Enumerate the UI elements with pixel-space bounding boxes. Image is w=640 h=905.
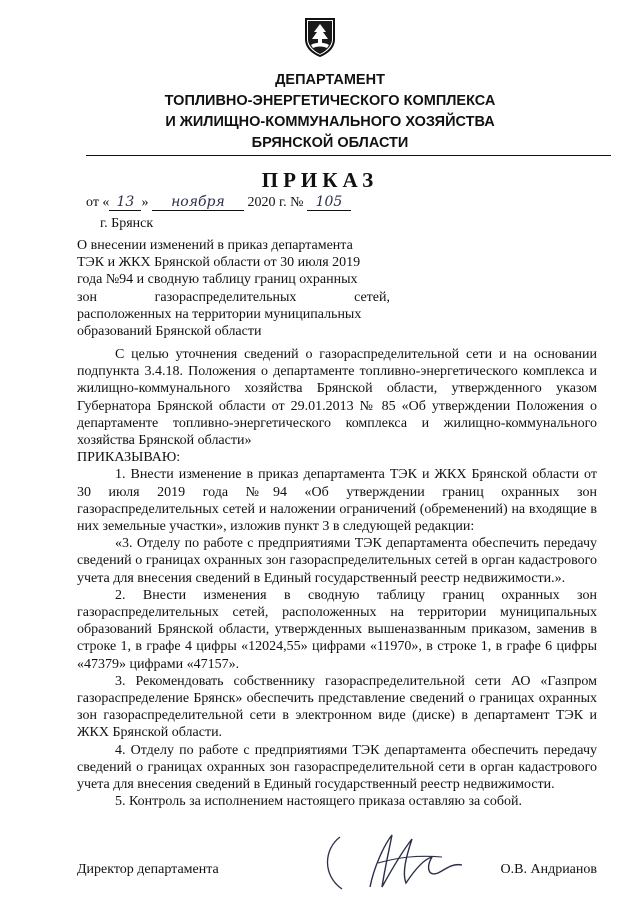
- subject-line: образований Брянской области: [77, 324, 262, 340]
- subject-line: ТЭК и ЖКХ Брянской области от 30 июля 2019: [77, 255, 361, 271]
- subject-line: расположенных на территории муниципальных: [77, 306, 362, 322]
- order-body: [77, 346, 597, 810]
- order-city: г. Брянск: [100, 216, 154, 231]
- subject-line: зон газораспределительных сетей,: [77, 289, 390, 305]
- signer-position: Директор департамента: [77, 862, 219, 877]
- date-day-suffix: »: [141, 195, 149, 210]
- department-header: [164, 70, 496, 154]
- date-prefix: от «: [86, 195, 110, 210]
- order-word: ПРИКАЗЫВАЮ:: [77, 450, 181, 466]
- order-item: 5. Контроль за исполнением настоящего приказа оставляю за собой.: [115, 794, 523, 810]
- order-subject: [77, 237, 390, 340]
- department-line: ТОПЛИВНО-ЭНЕРГЕТИЧЕСКОГО КОМПЛЕКСА: [164, 93, 496, 109]
- signer-name: О.В. Андрианов: [500, 862, 597, 877]
- header-divider: [86, 155, 611, 156]
- department-line: ДЕПАРТАМЕНТ: [275, 72, 385, 88]
- preamble-paragraph: С целью уточнения сведений о газораспределительной сети и на основании подпункта 3.4.18. Положения о департаменте топливно-энергетического комплекса и жилищно-коммунального хозяйства Брянской области, утвержденного указом Губернатора Брянской области от 29.01.2013 № 85 «Об утверждении Положения о департаменте топливно-энергетического комплекса и жилищно-коммунального хозяйства Брянской области»: [77, 347, 597, 449]
- department-line: И ЖИЛИЩНО-КОММУНАЛЬНОГО ХОЗЯЙСТВА: [165, 114, 495, 130]
- order-year: 2020 г.: [247, 195, 287, 210]
- order-title: ПРИКАЗ: [261, 168, 379, 192]
- order-number: 105: [307, 195, 351, 211]
- order-number-label: №: [290, 195, 304, 210]
- subject-line: О внесении изменений в приказ департамента: [77, 238, 353, 253]
- department-line: БРЯНСКОЙ ОБЛАСТИ: [251, 135, 409, 151]
- order-item: 3. Рекомендовать собственнику газораспределительной сети АО «Газпром газораспределение Брянск» обеспечить представление сведений о границах охранных зон газораспределительной сети в электронном виде (диске) в департамент ТЭК и ЖКХ Брянской области.: [77, 673, 597, 741]
- order-month: ноября: [152, 195, 244, 211]
- order-item: 2. Внести изменения в сводную таблицу границ охранных зон газораспределительных сетей, расположенных на территории муниципальных образований Брянской области, утвержденных вышеназванным приказом, заменив в строке 1, в графе 4 цифры «12024,55» цифрами «11970», в строке 1, в графе 6 цифры «47379» цифрами «47157».: [77, 587, 597, 672]
- handwritten-signature: [322, 827, 472, 897]
- order-item: 4. Отделу по работе с предприятиями ТЭК департамента обеспечить передачу сведений о границах охранных зон газораспределительной сети в орган кадастрового учета для внесения сведений в Единый государственный реестр недвижимости.: [77, 742, 597, 793]
- order-item: «3. Отделу по работе с предприятиями ТЭК департамента обеспечить передачу сведений о границах охранных зон газораспределительных сетей в орган кадастрового учета для внесения сведений в Единый государственный реестр недвижимости.».: [77, 536, 597, 586]
- coat-of-arms-icon: [303, 17, 337, 57]
- order-date-line: [86, 195, 351, 211]
- order-item: 1. Внести изменение в приказ департамента ТЭК и ЖКХ Брянской области от 30 июля 2019 года №94 «Об утверждении границ охранных зон газораспределительных сетей и наложении ограничений (обременений) на входящие в них земельные участки», изложив пункт 3 в следующей редакции:: [77, 467, 597, 535]
- subject-line: года №94 и сводную таблицу границ охранных: [77, 272, 358, 288]
- order-day: 13: [109, 195, 141, 211]
